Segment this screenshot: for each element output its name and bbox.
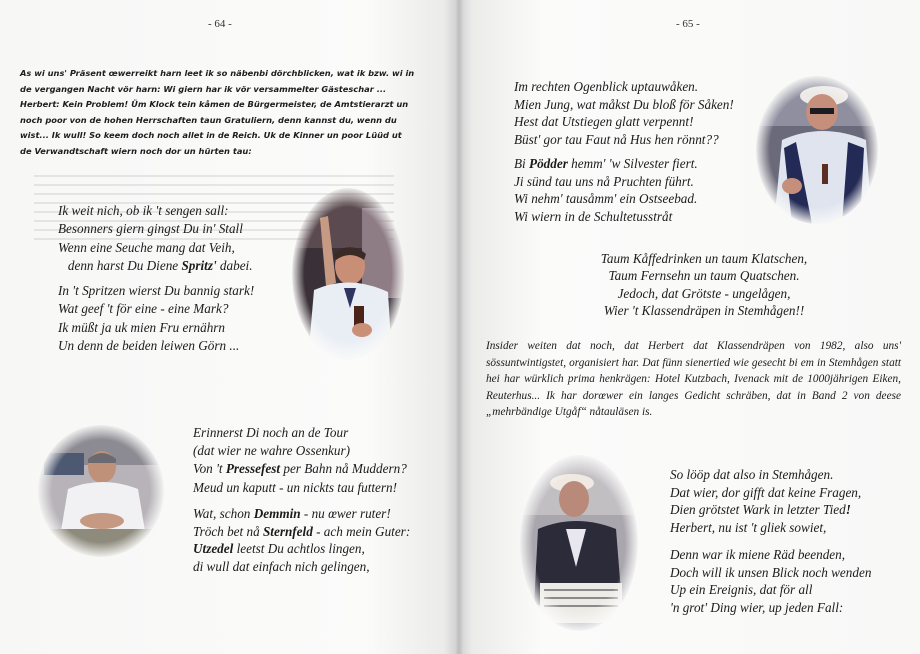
poem-line: Wi nehm' tausåmm' ein Ostseebad. bbox=[514, 191, 698, 207]
poem-line: Taum Kåffedrinken un taum Klatschen, bbox=[600, 251, 808, 266]
poem-bold-word: Pödder bbox=[529, 156, 568, 171]
poem-text: dabei. bbox=[216, 257, 253, 273]
poem-line: So lööp dat also in Stemhågen. bbox=[670, 467, 834, 482]
poem-line: Wat geef 't för eine - eine Mark? bbox=[58, 301, 229, 317]
poem-bold-mark: ! bbox=[845, 502, 851, 518]
poem-text: Dien grötstet Wark in letzter Tied bbox=[670, 502, 846, 518]
photo-man-at-table-image bbox=[38, 425, 164, 557]
right-page bbox=[458, 0, 920, 654]
poem-bold-word: Sternfeld bbox=[262, 523, 313, 539]
intro-line: Herbert: Kein Problem! Üm Klock tein kåmen de Bürgermeister, de Amtstierarzt un bbox=[20, 99, 409, 110]
photo-man-with-cap-sunglasses-image bbox=[756, 76, 878, 224]
poem-line: Jedoch, dat Grötste - ungelågen, bbox=[617, 285, 791, 301]
poem-line: Dat wier, dor gifft dat keine Fragen, bbox=[670, 484, 862, 500]
poem-line: Wenn eine Seuche mang dat Veih, bbox=[58, 239, 235, 255]
poem-text: per Bahn nå Muddern? bbox=[280, 461, 407, 477]
poem-line: Ji sünd tau uns nå Pruchten führt. bbox=[514, 173, 694, 189]
poem-text: Von 't bbox=[193, 461, 226, 477]
left-page bbox=[0, 0, 458, 654]
poem-line: In 't Spritzen wierst Du bannig stark! bbox=[58, 283, 255, 298]
poem-line: Denn war ik miene Räd beenden, bbox=[670, 547, 846, 562]
poem-text: Tröch bet nå bbox=[193, 523, 263, 539]
poem-line: 'n grot' Ding wier, up jeden Fall: bbox=[670, 599, 844, 615]
intro-line: noch poor von de hohen Herrschaften taun Gratuliern, denn kannst du, wenn du bbox=[20, 114, 397, 125]
poem-line bbox=[193, 460, 407, 478]
photo-man-raising-arm-image bbox=[292, 188, 404, 360]
poem-line: Up ein Ereignis, dat för all bbox=[670, 582, 813, 598]
poem-line: Herbert, nu ist 't gliek sowiet, bbox=[670, 519, 827, 535]
poem-line: Mien Jung, wat måkst Du bloß för Såken! bbox=[514, 96, 734, 112]
poem-line: Un denn de beiden leiwen Görn ... bbox=[58, 337, 240, 353]
poem-text: leetst Du achtlos lingen, bbox=[233, 541, 365, 557]
poem-text: denn harst Du Diene bbox=[67, 257, 182, 273]
poem-line: (dat wier ne wahre Ossenkur) bbox=[193, 443, 351, 459]
poem-stanza-3 bbox=[193, 424, 407, 497]
poem-bold-word: Utzedel bbox=[193, 541, 234, 557]
photo-man-at-table bbox=[38, 425, 164, 557]
poem-line: Ik weit nich, ob ik 't sengen sall: bbox=[58, 203, 229, 218]
intro-line: As wi uns' Präsent œwerreikt harn leet ik so näbenbi dörchblicken, wat ik bzw. wi in bbox=[20, 68, 415, 78]
poem-text: - nu œwer ruter! bbox=[300, 506, 391, 521]
photo-man-reading-newspaper bbox=[520, 455, 638, 631]
poem-line: Ik müßt ja uk mien Fru ernährn bbox=[58, 319, 226, 335]
poem-line: Doch will ik unsen Blick noch wenden bbox=[670, 564, 872, 580]
poem-line: Wier 't Klassendräpen in Stemhågen!! bbox=[603, 303, 805, 319]
poem-line bbox=[193, 540, 410, 558]
poem-stanza-1 bbox=[58, 202, 253, 275]
poem-line: Meud un kaputt - un nickts tau futtern! bbox=[193, 479, 398, 495]
poem-stanza-5 bbox=[514, 78, 734, 148]
poem-line: Besonners giern gingst Du in' Stall bbox=[58, 221, 243, 237]
intro-line: de vergangen Nacht vör harn: Wi giern har ik vör versammelter Gästeschar ... bbox=[20, 83, 387, 94]
poem-line: Büst' gor tau Faut nå Hus hen rönnt?? bbox=[514, 131, 719, 147]
intro-line: de Verwandtschaft wiern noch dor un hürten tau: bbox=[20, 145, 252, 156]
poem-stanza-4 bbox=[193, 505, 410, 575]
poem-bold-word: Pressefest bbox=[225, 461, 281, 477]
photo-man-reading-newspaper-image bbox=[520, 455, 638, 631]
page-number-left: - 64 - bbox=[208, 18, 232, 30]
poem-stanza-7 bbox=[554, 250, 854, 320]
poem-line bbox=[193, 505, 410, 523]
poem-stanza-8 bbox=[670, 466, 861, 536]
poem-bold-word: Demmin bbox=[253, 506, 301, 521]
intro-paragraph bbox=[20, 66, 438, 160]
insider-paragraph: Insider weiten dat noch, dat Herbert dat Klassendräpen von 1982, also uns' sössuntwintigstet, organisiert har. Dat fünn sienertied wie gesecht bi em in Stemhågen statt hei har würklich prima henkrägen: Hotel Kutzbach, Ivenack mit de 1000jährigen Eiken, Reuterhus... Ik har dorœwer ein langes Gedicht schräben, dat in Band 2 von deese „mehrbändige Utgåf“ nåtauläsen is. bbox=[486, 340, 901, 419]
poem-line: Erinnerst Di noch an de Tour bbox=[193, 425, 349, 440]
poem-stanza-6 bbox=[514, 155, 698, 225]
poem-line: di wull dat einfach nich gelingen, bbox=[193, 558, 370, 574]
poem-text: Wat, schon bbox=[193, 506, 254, 521]
poem-line bbox=[514, 155, 698, 173]
poem-text: Bi bbox=[514, 156, 530, 171]
poem-line: Im rechten Ogenblick uptauwåken. bbox=[514, 79, 699, 94]
poem-line: Taum Fernsehn un taum Quatschen. bbox=[608, 268, 800, 284]
book-gutter bbox=[455, 0, 463, 654]
poem-line: Wi wiern in de Schultetusstråt bbox=[514, 208, 673, 224]
page-number-right: - 65 - bbox=[676, 18, 700, 30]
poem-bold-word: Spritz' bbox=[181, 257, 217, 273]
photo-man-raising-arm bbox=[292, 188, 404, 360]
photo-man-with-cap-sunglasses bbox=[756, 76, 878, 224]
poem-text: - ach mein Guter: bbox=[312, 523, 411, 539]
poem-line bbox=[193, 523, 410, 541]
poem-line bbox=[670, 501, 861, 519]
poem-line: Hest dat Utstiegen glatt verpennt! bbox=[514, 114, 694, 129]
poem-line bbox=[58, 257, 253, 275]
poem-text: hemm' 'w Silvester fiert. bbox=[567, 156, 698, 171]
intro-line: wist... Ik wull! So keem doch noch allet in de Reich. Uk de Kinner un poor Lüüd ut bbox=[20, 130, 402, 141]
poem-stanza-9 bbox=[670, 546, 871, 616]
poem-stanza-2 bbox=[58, 282, 254, 355]
